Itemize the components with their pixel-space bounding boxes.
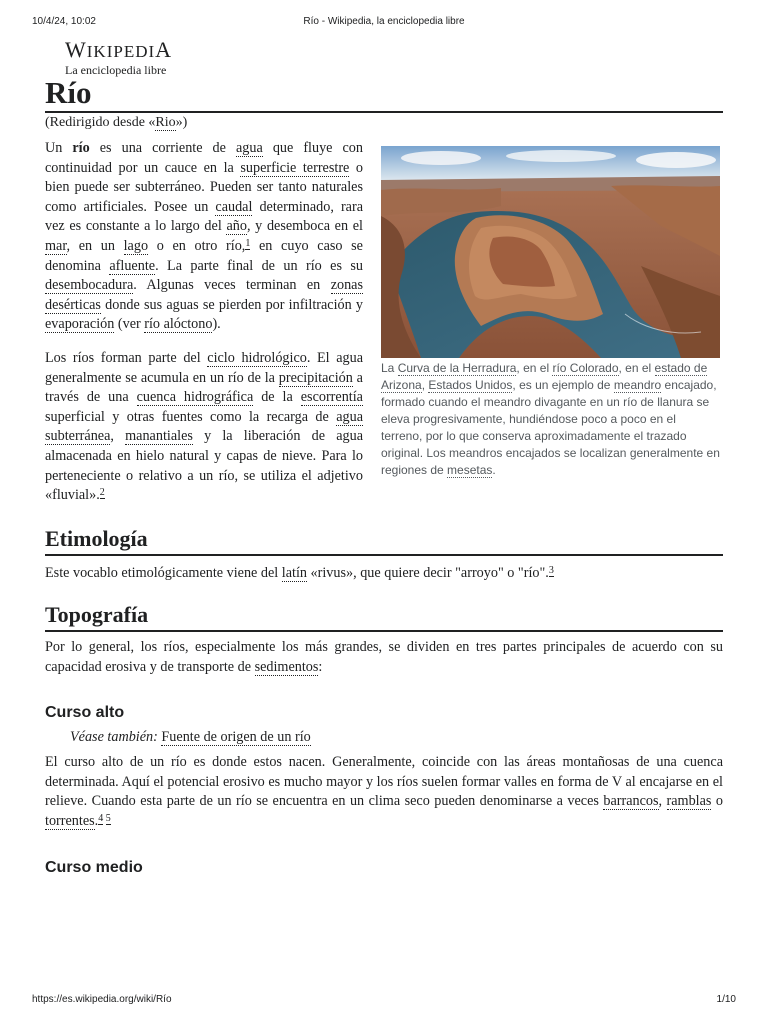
figure-caption: La Curva de la Herradura, en el río Colorado, en el estado de Arizona, Estados Unidos, es un ejemplo de meandro encajado, formado cuando el meandro divagante en un río de llanura se eleva progresivamente, hundiéndose poco a poco en el terreno, por lo que conserva aproximadamente el trazado original. Los meandros encajados se localizan generalmente en regiones de mesetas. — [381, 361, 720, 477]
reference-link[interactable]: 2 — [99, 487, 105, 499]
subsection-heading-curso-alto: Curso alto — [45, 704, 125, 722]
reference-link[interactable]: 3 — [548, 564, 554, 576]
intro-paragraph-2: Los ríos forman parte del ciclo hidrológico. El agua generalmente se acumula en un río de la precipitación a través de una cuenca hidrográfica de la escorrentía superficial y otras fuentes como la recarga de agua subterránea, manantiales y la liberación de agua almacenada en hielo natural y capas de nieve. Para lo perteneciente o relativo a un río, se utiliza el adjetivo «fluvial».$^2$ — [45, 349, 364, 504]
print-page-title: Río - Wikipedia, la enciclopedia libre — [303, 16, 465, 27]
article-link[interactable]: cuenca hidrográfica — [136, 389, 254, 406]
print-header — [32, 16, 736, 30]
caption-link[interactable]: estado de Arizona — [381, 361, 708, 392]
caption-link[interactable]: Curva de la Herradura — [397, 361, 517, 375]
redirect-notice: (Redirigido desde «Rio») — [45, 115, 188, 130]
article-link[interactable]: río alóctono — [144, 316, 213, 333]
etimologia-paragraph: Este vocablo etimológicamente viene del latín «rivus», que quiere decir "arroyo" o "río".$^3$ — [45, 564, 554, 581]
caption-link[interactable]: meandro — [613, 378, 662, 392]
article-link[interactable]: caudal — [215, 198, 253, 215]
article-link[interactable]: torrentes — [45, 812, 95, 829]
article-link[interactable]: agua subterránea — [45, 408, 363, 445]
print-url: https://es.wikipedia.org/wiki/Río — [32, 994, 172, 1005]
article-link[interactable]: superficie terrestre — [240, 159, 350, 176]
reference-link[interactable]: 1 — [245, 237, 251, 249]
article-link[interactable]: año — [226, 218, 247, 235]
subsection-heading-curso-medio: Curso medio — [45, 859, 143, 877]
article-link[interactable]: desembocadura — [45, 277, 134, 294]
article-figure — [381, 146, 720, 479]
wikipedia-wordmark: WIKIPEDIA — [65, 37, 173, 62]
article-link[interactable]: evaporación — [45, 316, 115, 333]
wikipedia-tagline: La enciclopedia libre — [65, 63, 167, 77]
topografia-paragraph: Por lo general, los ríos, especialmente los más grandes, se dividen en tres partes principales de acuerdo con su capacidad erosiva y de transporte de sedimentos: — [45, 639, 723, 675]
article-link[interactable]: barrancos — [603, 793, 659, 810]
page-title: Río — [45, 76, 723, 113]
article-link[interactable]: escorrentía — [300, 389, 363, 406]
article-body — [45, 139, 723, 878]
reference-link[interactable]: 5 — [105, 812, 111, 824]
article-link[interactable]: zonas desérticas — [45, 277, 363, 313]
article-link[interactable]: mar — [45, 237, 67, 254]
section-heading-etimologia: Etimología — [45, 526, 723, 556]
article-link[interactable]: manantiales — [125, 428, 193, 445]
article-link[interactable]: ramblas — [666, 793, 712, 810]
caption-link[interactable]: mesetas — [447, 463, 493, 477]
curso-alto-paragraph: El curso alto de un río es donde estos nacen. Generalmente, coincide con las áreas montañosas de una cuenca determinada. Aquí el potencial erosivo es mucho mayor y los ríos suelen formar valles en forma de V al encajarse en el relieve. Cuando esta parte de un río se encuentra en un clima seco pueden denominarse a veces barrancos, ramblas o torrentes.$^{4 5}$ — [45, 754, 724, 829]
redirect-link[interactable]: Rio — [155, 115, 176, 130]
print-date: 10/4/24, 10:02 — [32, 16, 96, 27]
article-link[interactable]: precipitación — [278, 369, 353, 386]
article-link[interactable]: latín — [281, 564, 307, 581]
article-link[interactable]: agua — [235, 140, 263, 156]
see-also-note: Véase también: Fuente de origen de un río — [70, 729, 311, 746]
intro-paragraph-1: Un río es una corriente de agua que fluye con continuidad por un cauce en la superficie terrestre o bien puede ser subterráneo. Pueden ser tanto naturales como artificiales. Posee un caudal determinado, rara vez es constante a lo largo del año, y desemboca en el mar, en un lago o en otro río,$^1$ en cuyo caso se denomina afluente. La parte final de un río es su desembocadura. Algunas veces terminan en zonas desérticas donde sus aguas se pierden por infiltración y evaporación (ver río alóctono). — [45, 140, 364, 333]
see-also-link[interactable]: Fuente de origen de un río — [161, 729, 311, 746]
article-page — [45, 38, 723, 878]
article-link[interactable]: lago — [123, 237, 149, 254]
print-footer — [32, 994, 736, 1008]
article-link[interactable]: afluente — [109, 257, 156, 274]
article-link[interactable]: sedimentos — [254, 658, 319, 675]
article-link[interactable]: ciclo hidrológico — [207, 349, 307, 366]
wikipedia-logo[interactable] — [65, 38, 723, 76]
caption-link[interactable]: Estados Unidos — [428, 378, 513, 392]
caption-link[interactable]: río Colorado — [552, 361, 619, 375]
reference-link[interactable]: 4 — [98, 812, 104, 824]
print-page-number: 1/10 — [716, 994, 736, 1005]
section-heading-topografia: Topografía — [45, 602, 723, 632]
horseshoe-bend-photo[interactable] — [381, 146, 720, 358]
